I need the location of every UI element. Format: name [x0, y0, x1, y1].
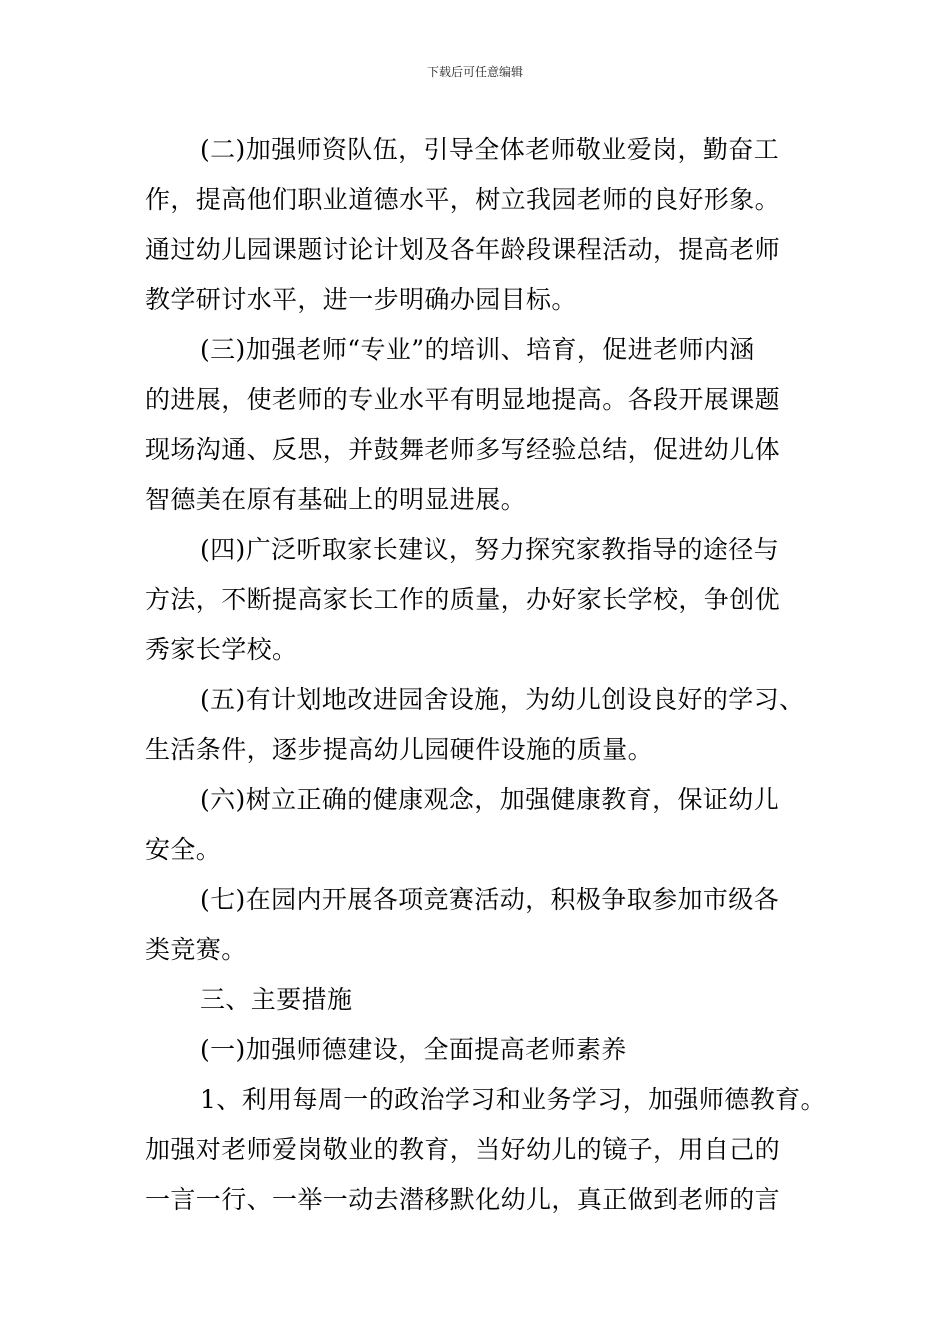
- text-line: 加强对老师爱岗敬业的教育，当好幼儿的镜子，用自己的: [145, 1135, 781, 1164]
- text-line: 类竞赛。: [145, 935, 247, 964]
- text-line: 作，提高他们职业道德水平，树立我园老师的良好形象。: [145, 185, 781, 214]
- text-line: (七)在园内开展各项竞赛活动，积极争取参加市级各: [200, 885, 780, 914]
- text-line: 智德美在原有基础上的明显进展。: [145, 485, 527, 514]
- subsection-heading: (一)加强师德建设，全面提高老师素养: [200, 1035, 627, 1064]
- text-line: 现场沟通、反思，并鼓舞老师多写经验总结，促进幼儿体: [145, 435, 781, 464]
- text-line: (三)加强老师“专业”的培训、培育，促进老师内涵: [200, 335, 755, 364]
- text-line: (五)有计划地改进园舍设施，为幼儿创设良好的学习、: [200, 685, 805, 714]
- text-line: 的进展，使老师的专业水平有明显地提高。各段开展课题: [145, 385, 781, 414]
- text-line: (六)树立正确的健康观念，加强健康教育，保证幼儿: [200, 785, 780, 814]
- text-line: 安全。: [145, 835, 222, 864]
- text-line: 1、利用每周一的政治学习和业务学习，加强师德教育。: [200, 1085, 826, 1114]
- text-line: (二)加强师资队伍，引导全体老师敬业爱岗，勤奋工: [200, 135, 780, 164]
- page-header: 下载后可任意编辑: [426, 65, 523, 79]
- text-line: 一言一行、一举一动去潜移默化幼儿，真正做到老师的言: [145, 1185, 781, 1214]
- text-line: 教学研讨水平，进一步明确办园目标。: [145, 285, 577, 314]
- text-line: 生活条件，逐步提高幼儿园硬件设施的质量。: [145, 735, 654, 764]
- text-line: 方法，不断提高家长工作的质量，办好家长学校，争创优: [145, 585, 781, 614]
- text-line: (四)广泛听取家长建议，努力探究家教指导的途径与: [200, 535, 780, 564]
- text-line: 秀家长学校。: [145, 635, 298, 664]
- text-line: 通过幼儿园课题讨论计划及各年龄段课程活动，提高老师: [145, 235, 781, 264]
- section-heading: 三、主要措施: [200, 985, 353, 1014]
